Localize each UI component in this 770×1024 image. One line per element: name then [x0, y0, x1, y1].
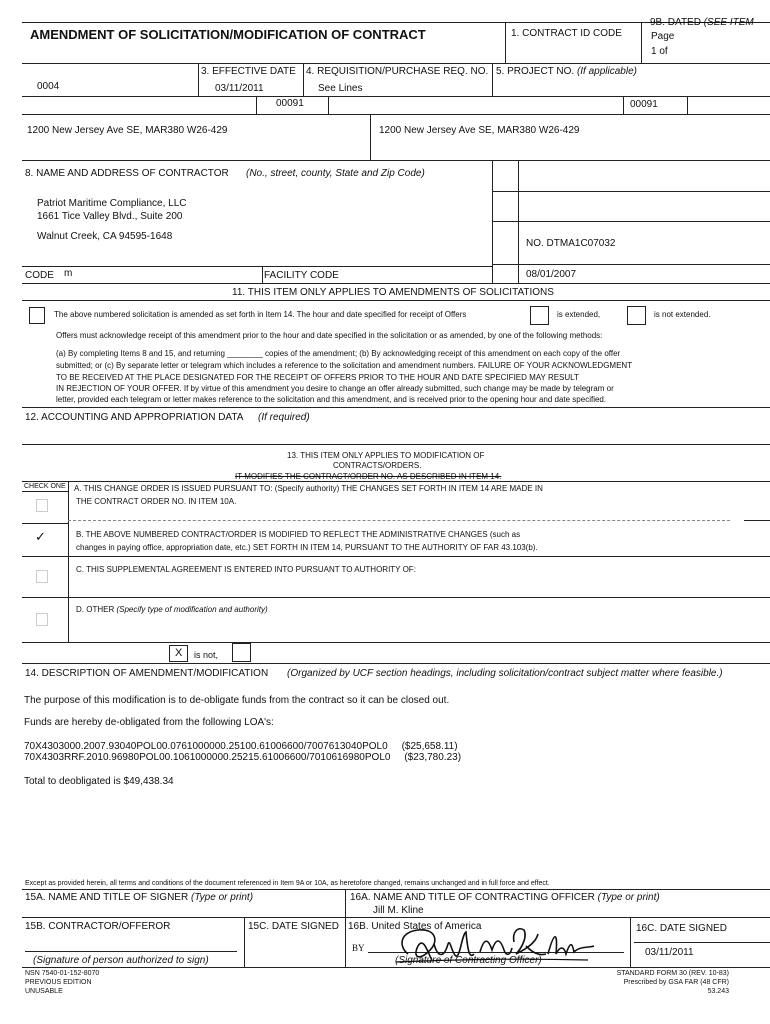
- except-note: Except as provided herein, all terms and conditions of the document referenced in Item 9A or 10A, as heretofore changed, remains unchanged and in full force and effect.: [25, 880, 550, 887]
- effective-date-label: 3. EFFECTIVE DATE: [201, 66, 296, 77]
- section12-label: [25, 412, 243, 423]
- officer-name-hint: (Type or print): [597, 892, 660, 903]
- extended-checkbox[interactable]: [530, 306, 549, 325]
- contract-date: 08/01/2007: [526, 269, 577, 280]
- item-c-checkbox[interactable]: [36, 570, 48, 583]
- item-b-checkmark: ✓: [35, 529, 46, 544]
- signer-name-hint: (Type or print): [190, 892, 254, 903]
- officer-name: Jill M. Kline: [373, 905, 424, 916]
- section11-para-4: IN REJECTION OF YOUR OFFER. If by virtue of this amendment you desire to change an offer already submitted, such change may be made by telegram or: [56, 384, 614, 393]
- contractor-name: Patriot Maritime Compliance, LLC: [37, 198, 187, 209]
- section14-label: 14. DESCRIPTION OF AMENDMENT/MODIFICATION: [25, 668, 269, 679]
- project-hint: (If applicable): [576, 66, 637, 77]
- administered-by-code: 00091: [630, 99, 658, 110]
- is-not-checkbox[interactable]: [232, 643, 251, 662]
- contractor-hint: (No., street, county, State and Zip Code): [246, 168, 425, 179]
- item-d-label-text: D. OTHER: [76, 605, 115, 614]
- issued-by-code: 00091: [276, 98, 304, 109]
- section13-title-2: CONTRACTS/ORDERS.: [333, 461, 422, 470]
- not-extended-label: is not extended.: [654, 310, 711, 319]
- section11-title: 11. THIS ITEM ONLY APPLIES TO AMENDMENTS OF SOLICITATIONS: [232, 287, 554, 298]
- officer-date: 03/11/2011: [645, 947, 694, 958]
- item-b-checkbox[interactable]: [33, 529, 47, 545]
- description-loa-1: 70X4303000.2007.93040POL00.0761000000.25100.61006600/7007613040POL0 ($25,658.11): [24, 741, 458, 752]
- contractor-offeror-label: 15B. CONTRACTOR/OFFEROR: [25, 921, 171, 932]
- previous-edition: PREVIOUS EDITION: [25, 979, 92, 986]
- section13-title-3: IT MODIFIES THE CONTRACT/ORDER NO. AS DESCRIBED IN ITEM 14.: [235, 472, 502, 481]
- code-value: m: [64, 268, 73, 279]
- facility-code-label: FACILITY CODE: [264, 270, 339, 281]
- project-label: [496, 66, 637, 77]
- prescribed-label: Prescribed by GSA FAR (48 CFR): [623, 979, 729, 986]
- item-c-text: C. THIS SUPPLEMENTAL AGREEMENT IS ENTERED INTO PURSUANT TO AUTHORITY OF:: [76, 565, 416, 574]
- officer-name-label-text: 16A. NAME AND TITLE OF CONTRACTING OFFICER: [350, 892, 595, 903]
- nsn-number: NSN 7540-01-152-8070: [25, 970, 100, 977]
- amendment-no: 0004: [37, 81, 60, 92]
- section13-title-1: 13. THIS ITEM ONLY APPLIES TO MODIFICATION OF: [287, 451, 485, 460]
- section11-para-1: (a) By completing Items 8 and 15, and returning ________ copies of the amendment; (b) By acknowledging receipt of this amendment on each copy of the offer: [56, 349, 621, 358]
- description-total: Total to deobligated is $49,438.34: [24, 776, 174, 787]
- item-a-checkbox[interactable]: [36, 499, 48, 512]
- is-checkbox-mark: X: [175, 647, 183, 659]
- contract-number: NO. DTMA1C07032: [526, 238, 616, 249]
- officer-name-label: [350, 892, 660, 903]
- form-title: AMENDMENT OF SOLICITATION/MODIFICATION OF CONTRACT: [30, 27, 426, 42]
- contractor-label: [25, 168, 229, 179]
- contractor-city: Walnut Creek, CA 94595-1648: [37, 231, 173, 242]
- section11-para-2: submitted; or (c) By separate letter or telegram which includes a reference to the solicitation and amendment numbers. FAILURE OF YOUR ACKNOWLEDGMENT: [56, 361, 633, 370]
- officer-date-label: 16C. DATE SIGNED: [636, 923, 727, 934]
- solicitation-checkbox[interactable]: [29, 307, 45, 324]
- requisition-value: See Lines: [318, 83, 363, 94]
- section11-line1: The above numbered solicitation is amended as set forth in Item 14. The hour and date specified for receipt of Offers: [54, 310, 467, 319]
- signer-name-label-text: 15A. NAME AND TITLE OF SIGNER: [25, 892, 189, 903]
- administered-by-address: 1200 New Jersey Ave SE, MAR380 W26-429: [379, 125, 580, 136]
- signature-officer-caption: (Signature of Contracting Officer): [395, 955, 542, 966]
- contract-id-label: 1. CONTRACT ID CODE: [511, 28, 622, 39]
- description-loa-2: 70X4303RRF.2010.96980POL00.1061000000.25215.61006600/7010616980POL0 ($23,780.23): [24, 752, 462, 763]
- item-d-checkbox[interactable]: [36, 613, 48, 626]
- contractor-date-label: 15C. DATE SIGNED: [248, 921, 339, 932]
- is-checkbox[interactable]: [169, 645, 188, 662]
- issued-by-address: 1200 New Jersey Ave SE, MAR380 W26-429: [27, 125, 228, 136]
- check-one-label: CHECK ONE: [24, 483, 66, 490]
- standard-form-label: STANDARD FORM 30 (REV. 10-83): [616, 970, 729, 977]
- united-states-label: 16B. United States of America: [348, 921, 482, 932]
- effective-date: 03/11/2011: [215, 83, 264, 94]
- requisition-label: 4. REQUISITION/PURCHASE REQ. NO.: [306, 66, 489, 77]
- is-not-label: is not,: [194, 650, 219, 660]
- item-a-line1: A. THIS CHANGE ORDER IS ISSUED PURSUANT TO: (Specify authority) THE CHANGES SET FORTH IN ITEM 14 ARE MADE IN: [74, 484, 543, 493]
- section11-line2: Offers must acknowledge receipt of this amendment prior to the hour and date specified in the solicitation or as amended, by one of the following methods:: [56, 331, 603, 340]
- page-value: 1 of: [651, 46, 668, 57]
- contractor-label-text: 8. NAME AND ADDRESS OF CONTRACTOR: [25, 168, 229, 179]
- description-funds-intro: Funds are hereby de-obligated from the following LOA's:: [24, 717, 274, 728]
- far-code: 53.243: [707, 988, 729, 995]
- contractor-street: 1661 Tice Valley Blvd., Suite 200: [37, 211, 183, 222]
- project-label-text: 5. PROJECT NO.: [496, 66, 575, 77]
- extended-label: is extended,: [557, 310, 601, 319]
- section11-para-3: TO BE RECEIVED AT THE PLACE DESIGNATED FOR THE RECEIPT OF OFFERS PRIOR TO THE HOUR AND DATE SPECIFIED MAY RESULT: [56, 373, 579, 382]
- by-label: BY: [352, 943, 365, 953]
- not-extended-checkbox[interactable]: [627, 306, 646, 325]
- description-purpose: The purpose of this modification is to de-obligate funds from the contract so it can be closed out.: [24, 695, 450, 706]
- dated-hint: (SEE ITEM: [703, 17, 754, 28]
- page-label: Page: [651, 31, 675, 42]
- code-label: CODE: [25, 270, 54, 281]
- dated-label: [650, 17, 754, 28]
- dated-label-text: 9B. DATED: [650, 17, 701, 28]
- item-d-hint: (Specify type of modification and authority): [116, 605, 268, 614]
- signature-person-caption: (Signature of person authorized to sign): [33, 955, 209, 966]
- unusable-label: UNUSABLE: [25, 988, 63, 995]
- section12-label-text: 12. ACCOUNTING AND APPROPRIATION DATA: [25, 412, 244, 423]
- item-d-label: [76, 605, 268, 614]
- item-b-line2: changes in paying office, appropriation date, etc.) SET FORTH IN ITEM 14, PURSUANT TO THE AUTHORITY OF FAR 43.103(b).: [76, 543, 538, 552]
- section11-para-5: letter, provided each telegram or letter makes reference to the solicitation and this amendment, and is received prior to the opening hour and date specified.: [56, 395, 607, 404]
- item-b-line1: B. THE ABOVE NUMBERED CONTRACT/ORDER IS MODIFIED TO REFLECT THE ADMINISTRATIVE CHANGES (such as: [76, 530, 521, 539]
- section12-hint: (If required): [258, 412, 310, 423]
- section14-hint: (Organized by UCF section headings, including solicitation/contract subject matter where feasible.): [287, 668, 723, 679]
- item-a-line2: THE CONTRACT ORDER NO. IN ITEM 10A.: [76, 497, 237, 506]
- signer-name-label: [25, 892, 253, 903]
